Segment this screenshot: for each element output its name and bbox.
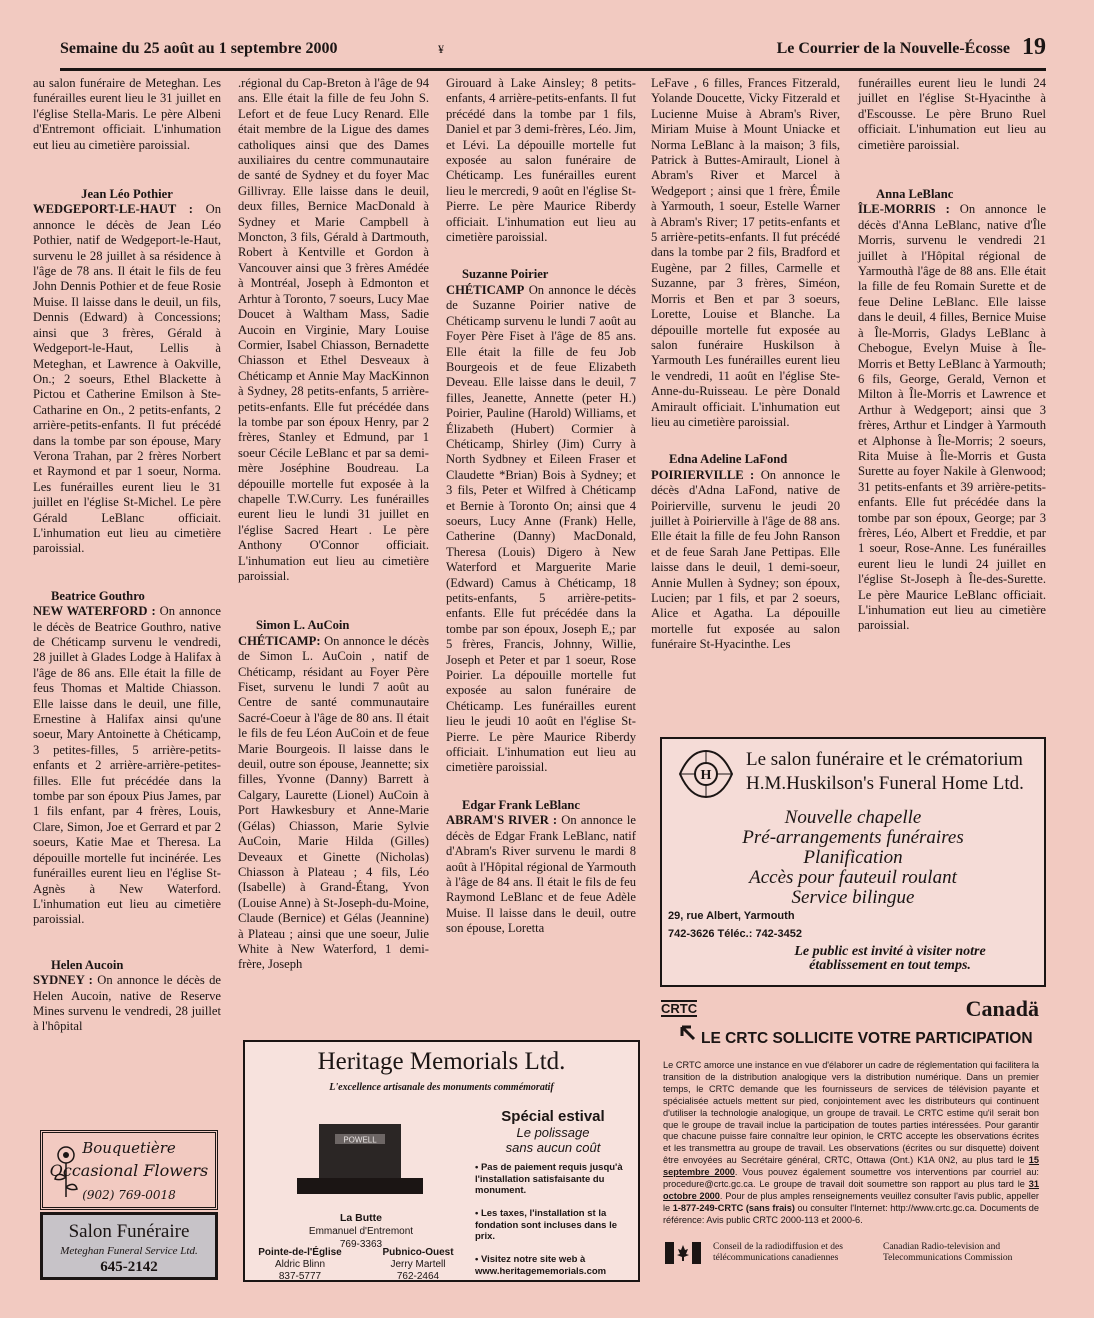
obituary-text (446, 283, 636, 776)
obituary-leblanc-anna (858, 187, 1046, 634)
promo-line: Le polissage (516, 1125, 590, 1140)
newspaper-name: Le Courrier de la Nouvelle-Écosse (776, 40, 1010, 57)
obituary-place: SYDNEY : (33, 973, 93, 988)
service-line: Pré-arrangements funéraires (742, 827, 964, 848)
obituary-continuation: .régional du Cap-Breton à l'âge de 94 ans. Elle était la fille de feu John S. Lefort et de feue Lucy Renard. Elle était membre de la Ligue des dames catholiques ainsi que des Dames auxiliaires du centre communautaire de santé de Sydney et du foyer Mac Gillivray. Elle laisse dans le deuil, deux filles, Bernice MacDonald à Sydney et Marie Campbell à Moncton, 3 fils, Gérald à Dartmouth, Robert à Kentville et Gordon à Vancouver ainsi que 3 frères Amédée à Montréal, Joseph à Edmonton et Arhtur à Toronto, 7 soeurs, Lucy Mae Doucet à Waltham Mass, Sadie Aucoin en Virginie, Mary Louise Cormier, Isabel Chiasson, Bernadette Chiasson et Ethel Desveaux à Chéticamp et Annie May MacKinnon à Sydney, 28 petits-enfants, 5 arrière-petits-enfants. Elle fut précédée dans la tombe par son époux Henry, par 2 frères, Stanley et Edmund, par 1 soeur Cécile LeBlanc et par sa demi-mère Joséphine Boudreau. La dépouille mortelle fut exposée à la chapelle T.W.Curry. Les funérailles eurent lieu le lundi 31 juillet en l'église Sacred Heart . Le père Anthony O'Connor officiait. L'inhumation eut lieu au cimetière paroissial. (238, 76, 429, 583)
obituary-place: POIRIERVILLE : (651, 467, 755, 482)
canada-flag-icon (665, 1242, 701, 1264)
contact-place: Pointe-de-l'Église (258, 1247, 342, 1258)
obituary-text (33, 604, 221, 928)
obituary-name: Suzanne Poirier (462, 267, 549, 282)
ad-footer-line: Le public est invité à visiter notre (794, 944, 986, 959)
column-3 (446, 76, 636, 937)
agency-name-fr (713, 1242, 863, 1264)
contact-place: La Butte (340, 1212, 382, 1224)
obituary-place: CHÉTICAMP (446, 282, 525, 297)
promo-title: Spécial estival (501, 1108, 605, 1125)
ad-phones: 742-3626 Téléc.: 742-3452 (668, 928, 802, 940)
obituary-continuation: LeFave , 6 filles, Frances Fitzerald, Yolande Doucette, Vicky Fitzerald et Lucienne Muise à Abram's River, Miriam Muise à Mount Uniacke et Norma LeBlanc à la maison; 3 fils, Patrick à Buttes-Amirault, Lionel à Abram's River et Marcel à Wedgeport ; ainsi que 1 frère, Émile à Yarmouth, 1 soeur, Estelle Warner à Abram's River; 17 petits-enfants et 5 arrière-petits-enfants. Il fut précédé dans la tombe par 2 fils, Bradford et Eugène, par 2 filles, Carmelle et Suzanne, par 3 frères, Siméon, Morris et Ben et par 3 soeurs, Lorette, Louise et Blanche. La dépouille mortelle fut exposée au salon funéraire Huskilson à Yarmouth Les funérailles eurent lieu le vendredi, 11 août en l'église Ste-Anne-du-Ruisseau. Le père Donald Amirault officiait. L'inhumation eut lieu au cimetière paroissial. (651, 76, 840, 429)
ad-title: Heritage Memorials Ltd. (317, 1048, 566, 1075)
canada-wordmark: Canadä (965, 996, 1039, 1021)
ad-address-block (668, 907, 802, 943)
crtc-logo: CRTC (661, 1001, 698, 1016)
contact-place: Pubnico-Ouest (382, 1247, 454, 1258)
ad-heading: LE CRTC SOLLICITE VOTRE PARTICIPATION (701, 1030, 1033, 1047)
obituary-poirier (446, 267, 636, 775)
obituary-text (651, 468, 840, 653)
ad-body (663, 1060, 1039, 1227)
service-line: Nouvelle chapelle (784, 807, 922, 828)
arrow-icon (679, 1024, 697, 1042)
obituary-name: Edgar Frank LeBlanc (462, 797, 581, 812)
agency-name-en (883, 1242, 1043, 1264)
obituary-aucoin-helen (33, 958, 221, 1035)
obituary-gouthro (33, 589, 221, 928)
page-header (60, 34, 1046, 66)
obituary-name: Beatrice Gouthro (51, 588, 145, 603)
ad-huskilson (660, 737, 1046, 987)
obituary-continuation: au salon funéraire de Meteghan. Les funérailles eurent lieu le 31 juillet en l'église Stella-Maris. Le père Albeni d'Entremont officiait. L'inhumation eut lieu au cimetière paroissial. (33, 76, 221, 152)
obituary-name: Jean Léo Pothier (81, 187, 173, 202)
obituary-place: NEW WATERFORD : (33, 604, 156, 619)
obituary-text (858, 202, 1046, 633)
contact-pubnico (373, 1247, 463, 1283)
obituary-text (33, 973, 221, 1035)
service-line: Service bilingue (791, 887, 915, 908)
ad-title: Salon Funéraire (68, 1221, 190, 1242)
contact-name: Emmanuel d'Entremont (308, 1226, 414, 1237)
obituary-continuation: Girouard à Lake Ainsley; 8 petits-enfants, 4 arrière-petits-enfants. Il fut précédé dans la tombe par 1 fils, Daniel et par 3 demi-frères, Léo. Jim, et Lévi. La dépouille mortelle fut exposée au salon funéraire de Chéticamp. Les funérailles eurent lieu le mercredi, 9 août en l'église St-Pierre. Le père Maurice Riberdy officiait. L'inhumation eut lieu au cimetière paroissial. (446, 76, 636, 245)
contact-la-butte (281, 1212, 441, 1251)
obituary-place: WEDGEPORT-LE-HAUT : (33, 202, 193, 217)
contact-name: Jerry Martell (390, 1259, 446, 1270)
obituary-body: On annonce le décès de Jean Léo Pothier, natif de Wedgeport-le-Haut, survenu le 28 juillet à sa résidence à l'âge de 78 ans. Il était le fils de feu John Dennis Pothier et de feue Rosie Muise. Il laisse dans le deuil, un fils, Dennis (Edward) à Concessions; ainsi que 3 frères, Gérald à Wedgeport-le-Haut, Lellis à Meteghan, et Lawrence à Oakville, On.; 2 soeurs, Ethel Blackette à Pictou et Catherine Emilson à Ste-Catharine en On., 2 petits-enfants, 2 arrière-petits-enfants. Il fut précédé dans la tombe par son épouse, Mary Verona Trahan, par 2 frères Norbert et Raymond et par 1 soeur, Norma. Les funérailles eurent lieu le 31 juillet en l'église St-Michel. Le père Gérald LeBlanc officiait. L'inhumation eut lieu au cimetière paroissial. (33, 202, 221, 556)
contact-phone: 762-2464 (396, 1271, 440, 1282)
contact-pointe (255, 1247, 345, 1283)
ad-bouquetiere (40, 1130, 218, 1210)
ad-title: Le salon funéraire et le crématorium (746, 749, 1023, 770)
promo-bullet: • Visitez notre site web à www.heritagememorials.com (475, 1254, 607, 1277)
obituary-text (238, 634, 429, 973)
column-1 (33, 76, 221, 1035)
ad-body-text: . Vous pouvez également soumettre vos interventions par courriel au: procedure@crtc.gc.ca. Le groupe de travail doit soumettre son rapport au plus tard le (663, 1167, 1039, 1190)
obituary-name: Helen Aucoin (51, 957, 124, 972)
ad-body-text: . Pour de plus amples renseignements veuillez consulter l'avis public, appeller le (663, 1190, 1039, 1213)
obituary-body: On annonce le décès de Simon L. AuCoin , natif de Chéticamp, résidant au Foyer Père Fiset, survenu le lundi 7 août au Centre de santé communautaire Sacré-Coeur à l'âge de 80 ans. Il était le fils de feu Léon AuCoin et de feue Marie Bourgeois. Il laisse dans le deuil, outre son épouse, Jeannette; six filles, Yvonne (Danny) Barrett à Calgary, Laurette (Lionel) AuCoin à Port Hawkesbury et Anne-Marie (Gélas) Chiasson, Marie Sylvie AuCoin, Marie Hilda (Gilles) Deveaux et Ginette (Nicholas) Chiasson à Plateau ; 4 fils, Léo (Isabelle) à Grand-Étang, Yvon (Louise Anne) à St-Joseph-du-Moine, Claude (Bernice) et Gélas (Jeannine) à Plateau ; ainsi que une soeur, Julie White à New Waterford, 1 demi-frère, Joseph (238, 633, 429, 972)
column-4 (651, 76, 840, 653)
agency-line: Canadian Radio-television and (883, 1242, 1001, 1252)
obituary-body: On annonce le décès de Suzanne Poirier native de Chéticamp survenu le lundi 7 août au Foyer Père Fiset à l'âge de 85 ans. Elle était la fille de feu Job Bourgeois et de feue Elizabeth Deveau. Elle laisse dans le deuil, 7 filles, Jeanette, Annette (peter H.) Poirier, Pauline (Harold) Williams, et Élizabeth (Hubert) Cormier à Chéticamp, Shirley (Jim) Curry à North Sydbney et Eileen Fraser et Claudette *Brian) Bois à Sydney; et 3 fils, Peter et Wilfred à Chéticamp et Bernie à Toronto On; ainsi que 4 soeurs, Lucy Anne (Frank) Helle, Catherine (Danny) MacDonald, Theresa (Louis) Digero à New Waterford et Marguerite Marie (Edward) Camus à Chéticamp, 18 petits-enfants, 5 arrière-petits-enfants. Elle fut précédée dans la tombe par son époux, Joseph E,; par 5 frères, Francis, Johnny, Willie, Joseph et Peter et par 1 soeur, Rose Poirier. La dépouille mortelle fut exposée au salon funéraire de Chéticamp. Les funérailles eurent lieu le jeudi 10 août en l'église St-Pierre. Le père Maurice Riberdy officiait. L'inhumation eut lieu au cimetière paroissial. (446, 282, 636, 775)
center-mark: ¥ (438, 42, 444, 56)
ad-body-text: Le CRTC amorce une instance en vue d'élaborer un cadre de réglementation qui facilitera la transition de la distribution analogique vers la distribution numérique. Dans un premier temps, le CRTC demande que les fournisseurs de services de télévision payante et spécialisée actuels mettent sur pied, conjointement avec les distributeurs qui continuent d'utiliser la technologie analogique, un groupe de travail. Le CRTC estime qu'il serait bon que le groupe de travail inclue la participation de toutes parties intéressées. Pour garantir que chacune puisse faire connaître leur opinion, le CRTC accepte les observations écrites et les transmettra au groupe de travail. Les observations (écrites ou sur disquette) doivent être envoyées au Secrétaire général, CRTC, Ottawa (Ont.) K1A 0N2, au plus tard le (663, 1060, 1039, 1166)
column-5 (858, 76, 1046, 634)
header-rule (60, 68, 1046, 71)
column-2 (238, 76, 429, 973)
obituary-body: On annonce le décès de Helen Aucoin, native de Reserve Mines survenu le vendredi, 28 juillet à l'hôpital (33, 973, 221, 1034)
ad-phone: 645-2142 (100, 1259, 158, 1275)
obituary-body: On annonce le décès d'Anna LeBlanc, native d'Île Morris, survenu le vendredi 21 juillet à l'Hôpital régional de Yarmouthà l'âge de 88 ans. Elle était la fille de feu Romain Surette et de feue Deline LeBlanc. Elle laisse dans le deuil, 4 filles, Bernice Muise à Île-Morris, Gladys LeBlanc à Chebogue, Evelyn Muise à Île-Morris et Betty LeBlanc à Yarmouth; 6 fils, George, Gerald, Vernon et Milton à Île-Morris et Lawrence et Arthur à Wedgeport; ainsi que 3 frères, Arthur et Lindger à Yarmouth et Alphonse à Île-Morris; 2 soeurs, Rita Muise à Île-Morris et Gusta Surette au foyer Nakile à Glenwood; 31 petits-enfants et 39 arrière-petits-enfants. Elle fut précédée dans la tombe par son époux, George; par 3 frères, Léo, Albert et Freddie, et par 1 soeur, Rose-Anne. Les funérailles eurent lieu le lundi 24 juillet en l'église St-Joseph à Île-des-Surette. Le père Maurice LeBlanc officiait. L'inhumation eut lieu au cimetière paroissial. (858, 202, 1046, 633)
ad-address: 29, rue Albert, Yarmouth (668, 910, 795, 922)
ad-tagline: L'excellence artisanale des monuments commémoratif (329, 1082, 554, 1093)
agency-line: télécommunications canadiennes (713, 1253, 839, 1263)
contact-phone: 769-3363 (339, 1239, 383, 1250)
obituary-leblanc-edgar (446, 798, 636, 937)
ad-footer-line: établissement en tout temps. (809, 958, 971, 973)
headstone-name: POWELL (343, 1135, 377, 1145)
toll-free-phone: 1-877-249-CRTC (sans frais) (672, 1202, 795, 1213)
obituary-body: On annonce le décès de Beatrice Gouthro, native de Chéticamp survenu le vendredi, 28 juillet à Glades Lodge à Halifax à l'âge de 86 ans. Elle était la fille de feus Thomas et Maltide Chiasson. Elle laisse dans le deuil, une fille, Ernestine à Halifax ainsi qu'une soeur, Mary Antoinette à Chéticamp, 3 petites-filles, 5 arrière-petits-enfants et 2 arrière-arrière-petites-filles. Elle fut précédée dans la tombe par son époux Pius James, par 1 fils enfant, par 4 frères, Louis, Clare, Simon, Joe et Gerrard et par 2 soeurs, Katie Mae et Theresa. La dépouille mortelle fut incinérée. Les funérailles eurent lieu en l'église St-Agnès à New Waterford. L'inhumation eut lieu au cimetière paroissial. (33, 604, 221, 927)
svg-text:H: H (700, 768, 712, 783)
deadline-date: 15 septembre 2000 (663, 1155, 1039, 1178)
service-line: Planification (803, 847, 903, 868)
ad-footer (774, 945, 1006, 973)
obituary-body: On annonce le décès d'Adna LaFond, native de Poirierville, survenu le jeudi 20 juillet à Poirierville à l'âge de 88 ans. Elle était la fille de feu John Ranson et de feue Sarah Jane Pettipas. Elle laisse dans le deuil, 1 demi-soeur, Annie Mullen à Sydney; son époux, Lucien; par 1 fils, et par 2 soeurs, Alice et Agatha. La dépouille mortelle fut exposée au salon funéraire St-Hyacinthe. Les (651, 467, 840, 652)
contact-name: Aldric Blinn (274, 1259, 326, 1270)
obituary-name: Anna LeBlanc (876, 187, 954, 202)
promo-block (473, 1108, 633, 1155)
page-number: 19 (1022, 34, 1046, 60)
ad-crtc (657, 994, 1045, 1280)
ad-heritage-memorials (243, 1040, 640, 1282)
obituary-continuation: funérailles eurent lieu le lundi 24 juillet en l'église St-Hyacinthe à d'Escousse. Le père Bruno Ruel officiait. L'inhumation eut lieu au cimetière paroissial. (858, 76, 1046, 152)
obituary-lafond (651, 452, 840, 652)
obituary-place: CHÉTICAMP: (238, 633, 321, 648)
obituary-pothier (33, 187, 221, 557)
ad-salon-funeraire (40, 1212, 218, 1280)
promo-bullet: • Les taxes, l'installation st la fondation sont incluses dans le prix. (475, 1208, 617, 1242)
ad-title: H.M.Huskilson's Funeral Home Ltd. (746, 773, 1024, 794)
obituary-aucoin-simon (238, 618, 429, 972)
ad-phone: (902) 769-0018 (82, 1188, 176, 1202)
obituary-place: ABRAM'S RIVER : (446, 813, 558, 828)
ad-subtitle: Meteghan Funeral Service Ltd. (60, 1245, 198, 1257)
obituary-name: Simon L. AuCoin (256, 618, 350, 633)
headstone-image (291, 1122, 429, 1197)
obituary-text (446, 813, 636, 936)
funeral-home-logo-icon (676, 747, 736, 801)
contact-phone: 837-5777 (278, 1271, 322, 1282)
promo-bullet: • Pas de paiement requis jusqu'à l'installation satisfaisante du monument. (475, 1162, 623, 1196)
obituary-text (33, 202, 221, 556)
report-date: 31 octobre 2000 (663, 1179, 1039, 1201)
obituary-place: ÎLE-MORRIS : (858, 202, 950, 217)
obituary-body: On annonce le décès de Edgar Frank LeBlanc, natif d'Abram's River survenu le mardi 8 août à l'Hôpital régional de Yarmouth à l'âge de 84 ans. Il était le fils de feu Raymond LeBlanc et de feue Adèle Muise. Il laisse dans le deuil, outre son épouse, Loretta (446, 813, 636, 936)
ad-body-text: ou consulter l'Internet: http://www.crtc.gc.ca. Documents de référence: Avis public CRTC 2000-113 et 2000-6. (663, 1202, 1039, 1225)
promo-line: sans aucun coût (505, 1140, 601, 1155)
agency-line: Telecommunications Commission (883, 1253, 1013, 1263)
ad-line: Occasional Flowers (49, 1161, 209, 1180)
agency-line: Conseil de la radiodiffusion et des (713, 1242, 843, 1252)
issue-date: Semaine du 25 août au 1 septembre 2000 (60, 40, 338, 57)
obituary-name: Edna Adeline LaFond (669, 452, 788, 467)
flower-icon (49, 1143, 83, 1199)
service-line: Accès pour fauteuil roulant (749, 867, 957, 888)
ad-line: Bouquetière (82, 1139, 176, 1157)
